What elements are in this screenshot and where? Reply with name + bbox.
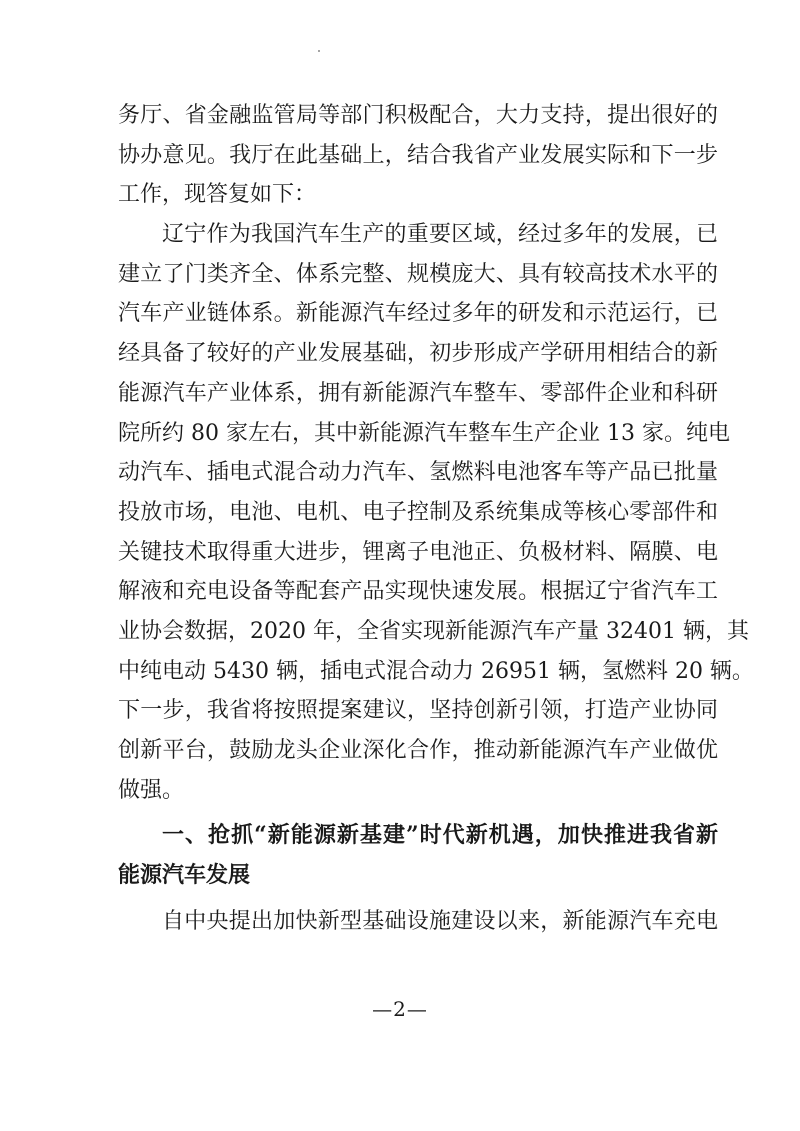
text-line: 协办意见。我厅在此基础上，结合我省产业发展实际和下一步 <box>118 142 718 168</box>
text-line: 院所约 80 家左右，其中新能源汽车整车生产企业 13 家。纯电 <box>118 420 730 446</box>
text-line: 汽车产业链体系。新能源汽车经过多年的研发和示范运行，已 <box>118 301 718 327</box>
text-line: 做强。 <box>118 777 185 803</box>
text-line: 关键技术取得重大进步，锂离子电池正、负极材料、隔膜、电 <box>118 539 718 565</box>
text-line: 创新平台，鼓励龙头企业深化合作，推动新能源汽车产业做优 <box>118 738 718 763</box>
text-line: 下一步，我省将按照提案建议，坚持创新引领，打造产业协同 <box>118 698 718 724</box>
text-line: 经具备了较好的产业发展基础，初步形成产学研用相结合的新 <box>118 341 718 367</box>
section-heading: 能源汽车发展 <box>118 862 251 889</box>
text-line: 能源汽车产业体系，拥有新能源汽车整车、零部件企业和科研 <box>118 380 718 406</box>
text-line: 解液和充电设备等配套产品实现快速发展。根据辽宁省汽车工 <box>118 579 718 605</box>
page-number: —2— <box>372 997 428 1021</box>
scan-speck <box>318 50 320 52</box>
text-line: 业协会数据，2020 年，全省实现新能源汽车产量 32401 辆，其 <box>118 618 749 644</box>
body-text <box>118 96 754 941</box>
text-line: 中纯电动 5430 辆，插电式混合动力 26951 辆，氢燃料 20 辆。 <box>118 658 754 684</box>
paragraph-start-line: 自中央提出加快新型基础设施建设以来，新能源汽车充电 <box>162 908 718 934</box>
text-line: 动汽车、插电式混合动力汽车、氢燃料电池客车等产品已批量 <box>118 460 718 486</box>
text-line: 建立了门类齐全、体系完整、规模庞大、具有较高技术水平的 <box>118 261 718 287</box>
section-heading: 一、抢抓“新能源新基建”时代新机遇，加快推进我省新 <box>162 822 718 849</box>
paragraph-start-line: 辽宁作为我国汽车生产的重要区域，经过多年的发展，已 <box>162 222 718 248</box>
text-line: 务厅、省金融监管局等部门积极配合，大力支持，提出很好的 <box>118 103 718 128</box>
text-line: 投放市场，电池、电机、电子控制及系统集成等核心零部件和 <box>118 499 718 525</box>
text-line: 工作，现答复如下： <box>118 182 317 208</box>
